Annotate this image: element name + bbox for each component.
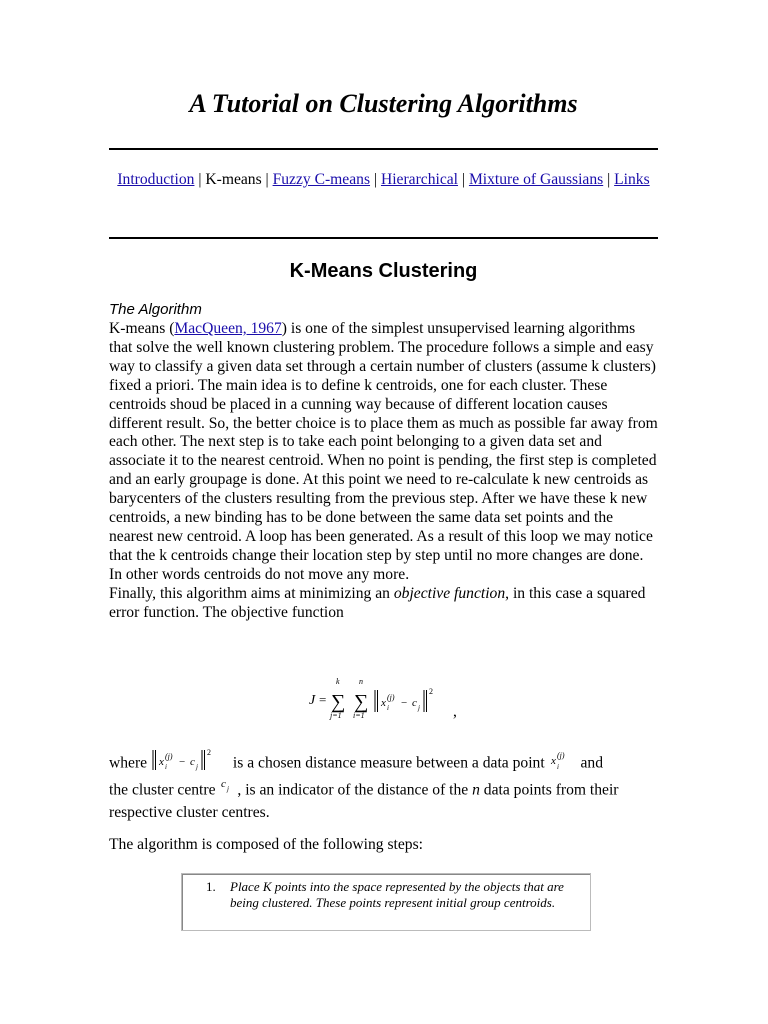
distance-measure-formula	[151, 748, 229, 780]
text-where: where	[109, 754, 148, 772]
svg-text:−: −	[179, 756, 186, 768]
paragraph-text: K-means (	[109, 320, 175, 337]
text-data-points: data points from their respective cluster centres.	[109, 781, 619, 821]
citation-link-macqueen[interactable]: MacQueen, 1967	[174, 320, 282, 337]
svg-text:J: J	[309, 693, 316, 708]
svg-text:x: x	[381, 697, 386, 709]
top-divider	[109, 148, 658, 150]
svg-text:(j): (j)	[165, 752, 173, 761]
body-text	[109, 320, 658, 623]
svg-text:j=1: j=1	[330, 711, 342, 720]
svg-text:i: i	[556, 763, 559, 771]
step-text: Place K points into the space represented by the objects that are being clustered. These points represent initial group centroids.	[230, 879, 564, 910]
steps-intro: The algorithm is composed of the following steps:	[109, 836, 423, 853]
text-indicator: , is an indicator of the distance of the	[237, 781, 473, 799]
svg-text:x: x	[550, 755, 556, 767]
svg-text:c: c	[221, 778, 227, 790]
section-heading: K-Means Clustering	[289, 260, 478, 282]
equation-comma: ,	[453, 703, 457, 720]
svg-text:j: j	[418, 704, 420, 712]
svg-text:k: k	[336, 677, 340, 686]
nav-separator: |	[261, 171, 273, 188]
paragraph-text: ) is one of the simplest unsupervised learning algorithms that solve the well known clustering problem. The procedure follows a simple and easy way to classify a given data set through a certain number of clusters (assume k clusters) fixed a priori. The main idea is to define k centroids, one for each cluster. These centroids shoud be placed in a cunning way because of different location causes different result. So, the better choice is to place them as much as possible far away from each other. The next step is to take each point belonging to a given data set and associate it to the nearest centroid. When no point is pending, the first step is completed and an early groupage is done. At this point we need to re-calculate k new centroids as barycenters of the clusters resulting from the previous step. After we have these k new centroids, a new binding has to be done between the same data set points and the nearest new centroid. A loop has been generated. As a result of this loop we may notice that the k centroids change their location step by step until no more changes are done. In other words centroids do not move any more.	[109, 320, 658, 583]
nav-separator: |	[194, 171, 206, 188]
nav-separator: |	[458, 171, 469, 188]
svg-text:∑: ∑	[331, 691, 346, 713]
steps-box	[181, 873, 591, 931]
data-point-symbol	[549, 750, 577, 778]
paragraph-objective	[109, 585, 658, 623]
nav-separator: |	[603, 171, 615, 188]
nav-link-links[interactable]: Links	[614, 171, 650, 188]
svg-text:j: j	[196, 763, 198, 771]
section-nav	[109, 170, 658, 189]
svg-text:−: −	[401, 697, 408, 709]
nav-separator: |	[370, 171, 381, 188]
nav-current-kmeans: K-means	[205, 171, 262, 188]
nav-link-hierarchical[interactable]: Hierarchical	[380, 171, 459, 188]
step-number: 1.	[206, 879, 216, 894]
objective-function-equation	[309, 676, 459, 732]
page-title: A Tutorial on Clustering Algorithms	[189, 89, 578, 118]
cluster-centre-symbol	[219, 778, 237, 804]
variable-n: n	[472, 781, 480, 799]
where-line	[109, 748, 658, 780]
svg-text:∑: ∑	[354, 691, 369, 713]
svg-text:(j): (j)	[556, 751, 565, 760]
svg-text:=: =	[319, 692, 327, 707]
svg-text:n: n	[359, 677, 363, 686]
centre-line	[109, 778, 658, 823]
svg-text:c: c	[412, 697, 417, 709]
bottom-divider	[109, 237, 658, 239]
subsection-heading: The Algorithm	[109, 301, 202, 318]
svg-text:i: i	[165, 763, 167, 771]
svg-text:(j): (j)	[387, 693, 395, 702]
text-distance-measure: is a chosen distance measure between a data point	[232, 754, 545, 772]
svg-text:2: 2	[207, 748, 211, 757]
paragraph-text: , in this case a squared error function. The objective function	[109, 584, 646, 621]
nav-link-introduction[interactable]: Introduction	[117, 171, 195, 188]
paragraph-algorithm	[109, 320, 658, 585]
svg-text:i: i	[387, 704, 389, 712]
text-and: and	[580, 754, 603, 772]
emphasis-objective-function: objective function	[393, 584, 506, 602]
svg-text:i=1: i=1	[353, 711, 365, 720]
paragraph-text: Finally, this algorithm aims at minimizing an	[109, 584, 394, 602]
nav-link-mixture-of-gaussians[interactable]: Mixture of Gaussians	[468, 171, 604, 188]
svg-text:c: c	[190, 756, 195, 768]
svg-text:j: j	[227, 785, 230, 793]
text-cluster-centre: the cluster centre	[109, 781, 216, 799]
nav-link-fuzzy-cmeans[interactable]: Fuzzy C-means	[272, 171, 371, 188]
svg-text:2: 2	[429, 687, 433, 696]
svg-text:x: x	[159, 756, 164, 768]
